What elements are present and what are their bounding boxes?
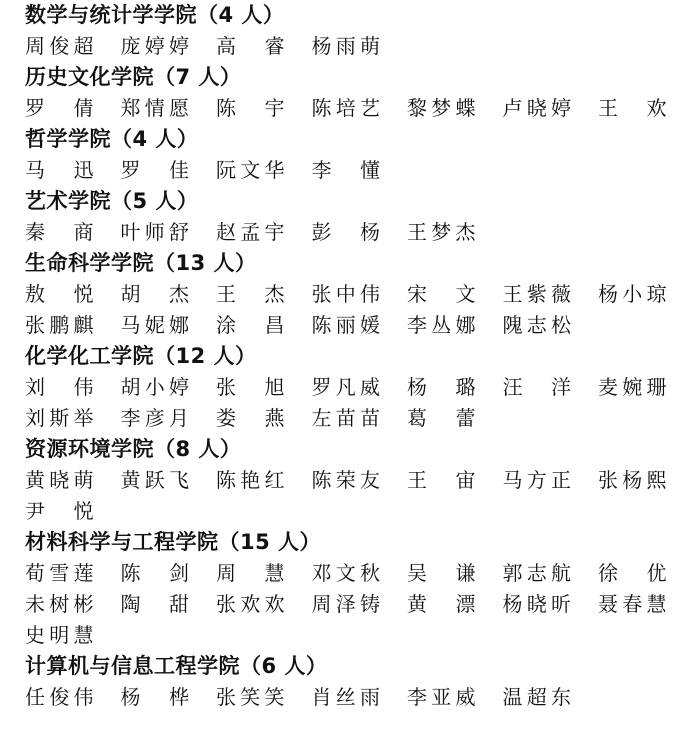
student-name: 杨雨萌 xyxy=(311,34,380,58)
student-name: 敖 悦 xyxy=(25,282,94,306)
student-name: 陈 宇 xyxy=(216,96,285,120)
student-name: 黄 漂 xyxy=(407,592,476,616)
student-name: 王梦杰 xyxy=(407,220,476,244)
student-name: 罗 佳 xyxy=(120,158,189,182)
student-name: 王紫薇 xyxy=(502,282,571,306)
student-name: 高 睿 xyxy=(216,34,285,58)
student-name: 罗 倩 xyxy=(25,96,94,120)
student-name: 尹 悦 xyxy=(25,499,94,523)
student-name: 葛 蕾 xyxy=(407,406,476,430)
student-name: 张中伟 xyxy=(311,282,380,306)
college-heading: 数学与统计学学院（4 人） xyxy=(25,3,285,27)
college-section xyxy=(0,124,700,186)
student-name: 宋 文 xyxy=(407,282,476,306)
name-row xyxy=(0,372,700,403)
name-row xyxy=(0,465,700,496)
student-name: 王 欢 xyxy=(598,96,667,120)
name-row xyxy=(0,496,700,527)
student-name: 刘斯举 xyxy=(25,406,94,430)
student-name: 李 懂 xyxy=(311,158,380,182)
student-name: 杨 桦 xyxy=(120,685,189,709)
student-name: 王 宙 xyxy=(407,468,476,492)
student-name: 周俊超 xyxy=(25,34,94,58)
name-row xyxy=(0,310,700,341)
student-name: 王 杰 xyxy=(216,282,285,306)
college-section xyxy=(0,62,700,124)
student-name: 秦 商 xyxy=(25,220,94,244)
student-name: 叶师舒 xyxy=(120,220,189,244)
student-name: 张 旭 xyxy=(216,375,285,399)
student-name: 张笑笑 xyxy=(216,685,285,709)
student-name: 陈丽媛 xyxy=(311,313,380,337)
name-row xyxy=(0,589,700,620)
student-name: 马方正 xyxy=(502,468,571,492)
student-name: 罗凡威 xyxy=(311,375,380,399)
student-name: 李丛娜 xyxy=(407,313,476,337)
student-name: 左苗苗 xyxy=(311,406,380,430)
student-name: 李彦月 xyxy=(120,406,189,430)
student-name: 汪 洋 xyxy=(502,375,571,399)
college-heading: 生命科学学院（13 人） xyxy=(25,251,257,275)
student-name: 赵孟宇 xyxy=(216,220,285,244)
student-name: 黄晓萌 xyxy=(25,468,94,492)
student-name: 黄跃飞 xyxy=(120,468,189,492)
student-name: 陈 剑 xyxy=(120,561,189,585)
student-name: 陈荣友 xyxy=(311,468,380,492)
name-row xyxy=(0,620,700,651)
college-heading: 资源环境学院（8 人） xyxy=(25,437,242,461)
college-heading: 历史文化学院（7 人） xyxy=(25,65,242,89)
student-name: 聂春慧 xyxy=(598,592,667,616)
student-name: 吴 谦 xyxy=(407,561,476,585)
student-name: 隗志松 xyxy=(502,313,571,337)
student-name: 麦婉珊 xyxy=(598,375,667,399)
student-name: 刘 伟 xyxy=(25,375,94,399)
name-row xyxy=(0,682,700,713)
name-row xyxy=(0,279,700,310)
student-name: 张杨熙 xyxy=(598,468,667,492)
student-name: 任俊伟 xyxy=(25,685,94,709)
student-name: 庞婷婷 xyxy=(120,34,189,58)
name-row xyxy=(0,155,700,186)
college-section xyxy=(0,186,700,248)
student-name: 胡 杰 xyxy=(120,282,189,306)
student-name: 温超东 xyxy=(502,685,571,709)
college-heading: 材料科学与工程学院（15 人） xyxy=(25,530,322,554)
student-name: 陈培艺 xyxy=(311,96,380,120)
student-name: 陶 甜 xyxy=(120,592,189,616)
student-name: 杨 璐 xyxy=(407,375,476,399)
name-row xyxy=(0,31,700,62)
student-name: 周泽铸 xyxy=(311,592,380,616)
college-section xyxy=(0,248,700,341)
name-row xyxy=(0,217,700,248)
name-row xyxy=(0,403,700,434)
student-name: 杨小琼 xyxy=(598,282,667,306)
student-name: 黎梦蝶 xyxy=(407,96,476,120)
student-name: 未树彬 xyxy=(25,592,94,616)
college-section xyxy=(0,0,700,62)
student-name: 胡小婷 xyxy=(120,375,189,399)
student-name: 涂 昌 xyxy=(216,313,285,337)
college-section xyxy=(0,434,700,527)
student-name: 史明慧 xyxy=(25,623,94,647)
student-name: 张欢欢 xyxy=(216,592,285,616)
student-name: 马妮娜 xyxy=(120,313,189,337)
student-name: 杨晓昕 xyxy=(502,592,571,616)
name-row xyxy=(0,93,700,124)
student-name: 荀雪莲 xyxy=(25,561,94,585)
student-name: 郑情愿 xyxy=(120,96,189,120)
name-row xyxy=(0,558,700,589)
college-heading: 化学化工学院（12 人） xyxy=(25,344,257,368)
student-name: 徐 优 xyxy=(598,561,667,585)
college-section xyxy=(0,341,700,434)
college-section xyxy=(0,651,700,713)
student-name: 肖丝雨 xyxy=(311,685,380,709)
college-section xyxy=(0,527,700,651)
student-name: 彭 杨 xyxy=(311,220,380,244)
student-name: 阮文华 xyxy=(216,158,285,182)
college-heading: 艺术学院（5 人） xyxy=(25,189,199,213)
student-name: 郭志航 xyxy=(502,561,571,585)
student-name: 陈艳红 xyxy=(216,468,285,492)
student-name: 周 慧 xyxy=(216,561,285,585)
student-name: 马 迅 xyxy=(25,158,94,182)
student-name: 张鹏麒 xyxy=(25,313,94,337)
student-name: 娄 燕 xyxy=(216,406,285,430)
college-heading: 计算机与信息工程学院（6 人） xyxy=(25,654,328,678)
college-heading: 哲学学院（4 人） xyxy=(25,127,199,151)
student-name: 卢晓婷 xyxy=(502,96,571,120)
student-name: 邓文秋 xyxy=(311,561,380,585)
student-name: 李亚威 xyxy=(407,685,476,709)
